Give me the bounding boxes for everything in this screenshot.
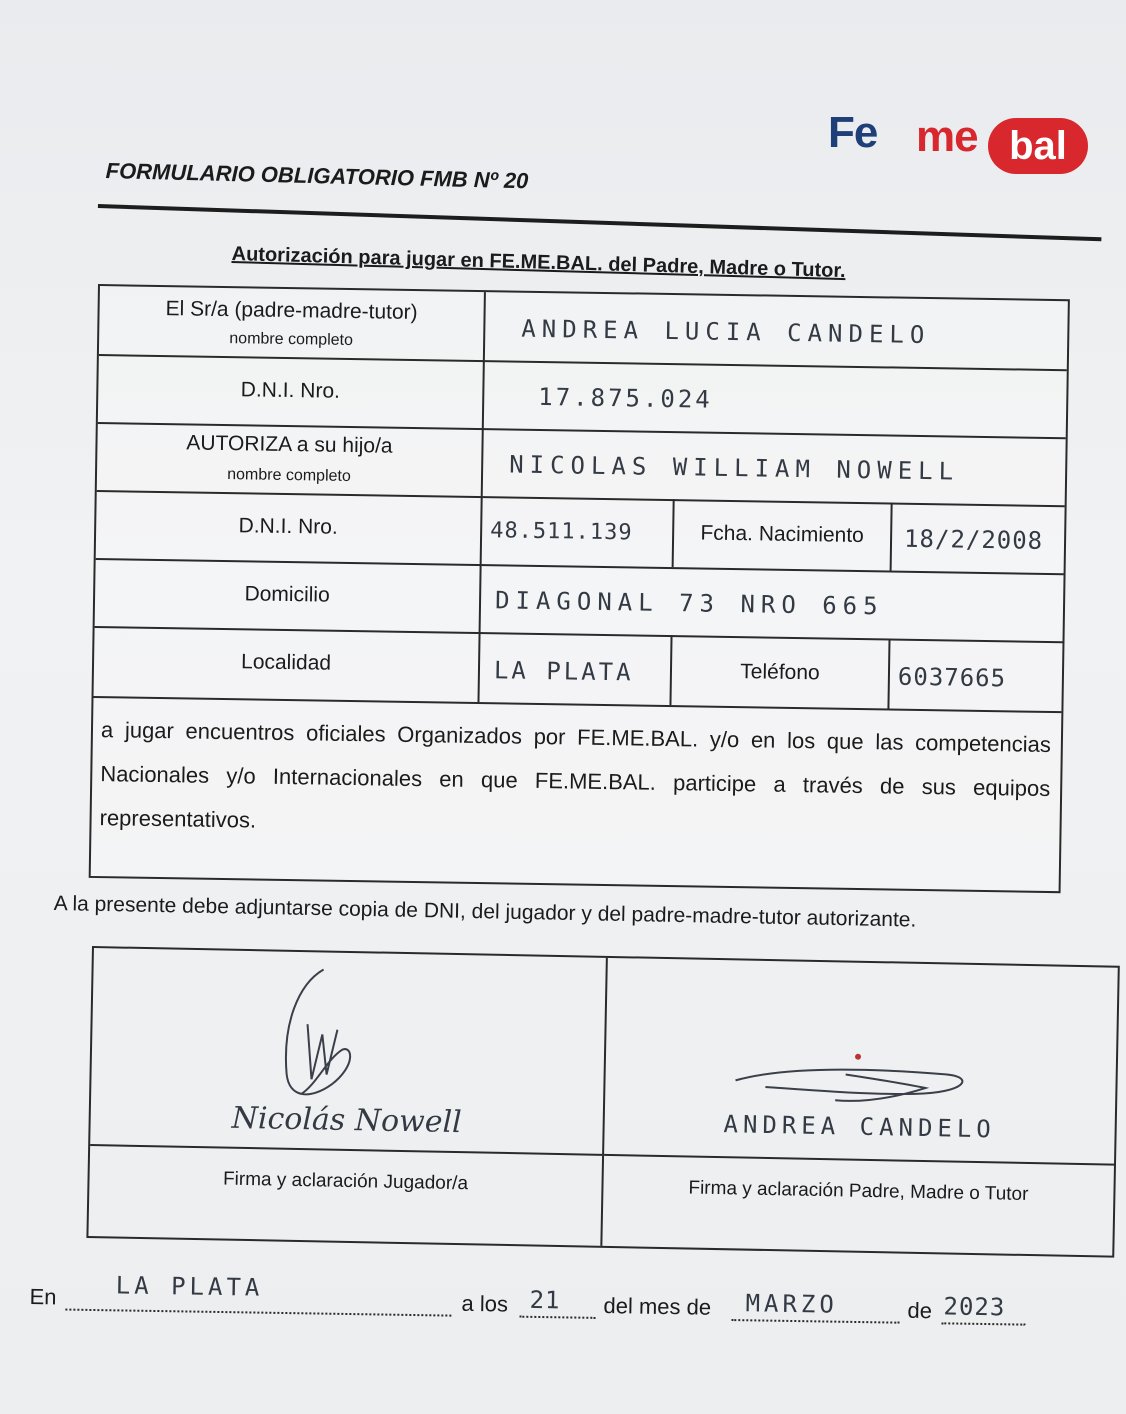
de-label: de: [907, 1297, 933, 1324]
phone-value: 6037665: [897, 662, 1007, 693]
address-label: Domicilio: [244, 582, 330, 607]
authorization-table: [89, 284, 1070, 893]
parent-sub-label: nombre completo: [229, 330, 354, 350]
month-dotted-line: [731, 1319, 899, 1324]
address-value: DIAGONAL 73 NRO 665: [494, 586, 884, 621]
logo-part-fe: Fe: [828, 108, 878, 157]
child-sub-label: nombre completo: [227, 466, 351, 485]
parent-signature-box: [600, 958, 1117, 1256]
femebal-logo: [828, 108, 1090, 180]
form-title: FORMULARIO OBLIGATORIO FMB Nº 20: [105, 158, 529, 194]
day-value: 21: [529, 1285, 561, 1315]
player-signature-drawing: [271, 963, 384, 1105]
child-dni-label: D.N.I. Nro.: [238, 514, 338, 539]
authorization-paragraph: a jugar encuentros oficiales Organizados por FE.ME.BAL. y/o en los que las competencias Nacionales y/o Internacionales en que FE.ME.BAL. participe a través de sus equipos representativos.: [99, 717, 1052, 833]
header-rule: [98, 204, 1102, 241]
year-dotted-line: [941, 1322, 1025, 1325]
parent-printed-name: ANDREA CANDELO: [723, 1110, 997, 1144]
day-dotted-line: [519, 1316, 595, 1319]
logo-part-bal: bal: [988, 118, 1088, 174]
dni-notice: A la presente debe adjuntarse copia de DNI, del jugador y del padre-madre-tutor autorizante.: [53, 892, 917, 932]
player-signature-box: [88, 948, 605, 1246]
birth-date-label: Fcha. Nacimiento: [700, 521, 865, 548]
city-label: Localidad: [240, 650, 332, 675]
logo-part-me: me: [916, 112, 978, 161]
a-los-label: a los: [461, 1290, 509, 1317]
mes-label: del mes de: [603, 1293, 712, 1320]
place-value: LA PLATA: [115, 1271, 264, 1302]
month-value: MARZO: [745, 1289, 839, 1319]
form-subtitle: Autorización para jugar en FE.ME.BAL. del Padre, Madre o Tutor.: [231, 243, 846, 283]
parent-signature-line: [604, 1154, 1114, 1166]
birth-date-value: 18/2/2008: [903, 524, 1044, 555]
child-name-value: NICOLAS WILLIAM NOWELL: [508, 450, 960, 486]
place-dotted-line: [65, 1309, 451, 1317]
parent-dni-value: 17.875.024: [538, 382, 713, 414]
child-dni-value: 48.511.139: [489, 518, 633, 546]
city-value: LA PLATA: [493, 656, 634, 687]
child-label: AUTORIZA a su hijo/a: [186, 431, 393, 458]
phone-label: Teléfono: [740, 660, 820, 685]
player-signature-caption: Firma y aclaración Jugador/a: [222, 1168, 469, 1195]
player-printed-name: Nicolás Nowell: [231, 1100, 463, 1141]
player-signature-line: [90, 1144, 602, 1156]
parent-signature-drawing: [725, 1050, 986, 1115]
year-value: 2023: [943, 1292, 1006, 1322]
parent-signature-caption: Firma y aclaración Padre, Madre o Tutor: [688, 1177, 1029, 1206]
parent-dni-label: D.N.I. Nro.: [240, 378, 341, 403]
parent-name-value: ANDREA LUCIA CANDELO: [521, 314, 931, 350]
signature-table: [86, 946, 1119, 1258]
authorization-paragraph-box: [91, 698, 1062, 889]
place-date-line: [29, 1270, 1110, 1357]
en-label: En: [29, 1283, 57, 1310]
parent-label: El Sr/a (padre-madre-tutor): [165, 297, 418, 325]
